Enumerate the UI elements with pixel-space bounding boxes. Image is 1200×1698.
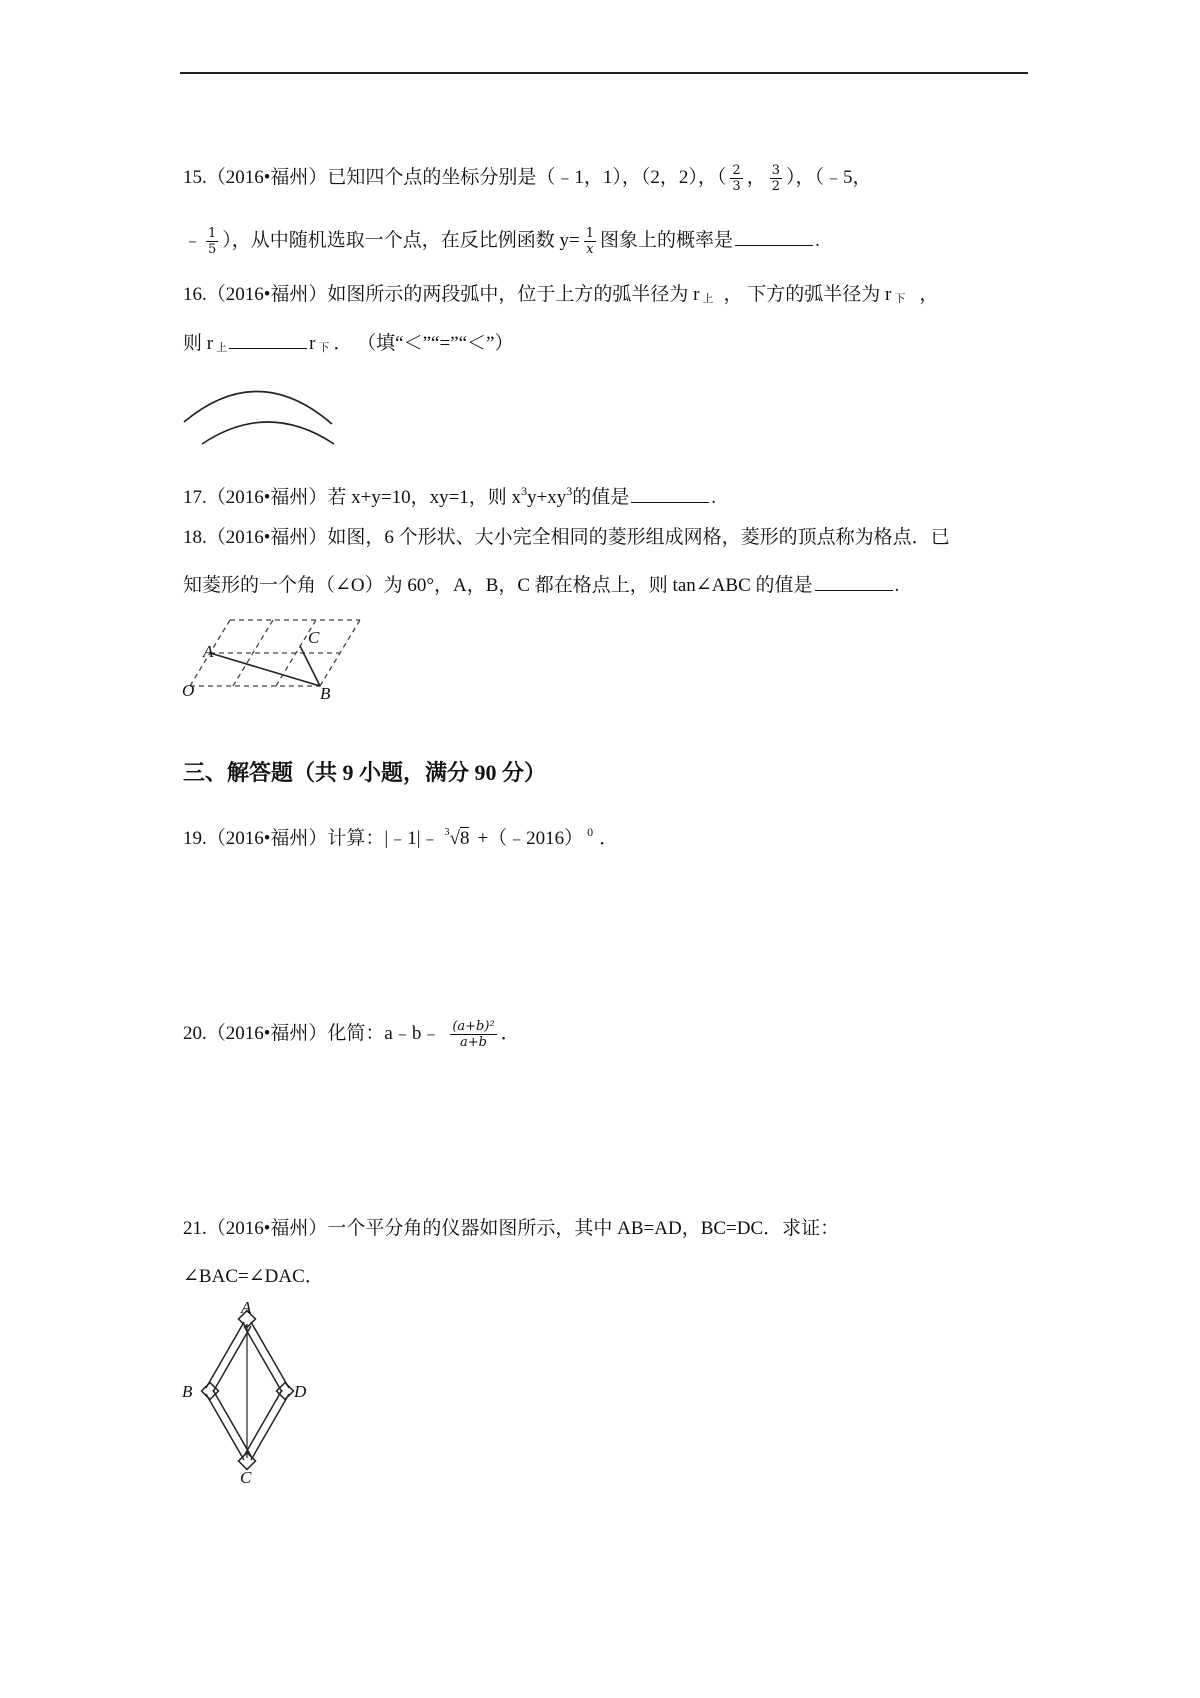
q15-text: ），从中随机选取一个点，在反比例函数 y= <box>222 229 580 251</box>
fraction: $\frac{1}{x}$ <box>585 226 595 257</box>
q15-line1 <box>183 163 872 194</box>
two-arcs-figure <box>180 378 340 448</box>
comma: ， <box>746 166 766 188</box>
fraction: $\frac{1}{5}$ <box>208 226 217 257</box>
label-o: O <box>182 681 195 700</box>
segment-ab <box>210 653 320 686</box>
q21-line1: 21.（2016•福州）一个平分角的仪器如图所示，其中 AB=AD，BC=DC．求证： <box>183 1218 840 1239</box>
q16-line2: 则 r 上 r 下 ． （填“＜”“=”“＜”） <box>183 333 514 354</box>
q15-text: 图象上的概率是 <box>600 229 734 251</box>
q15-line2: ﹣ $\frac{1}{5}$ ），从中随机选取一个点，在反比例函数 y= $\frac{1}{x}$ 图象上的概率是 . <box>183 226 820 257</box>
upper-arc <box>184 391 332 424</box>
q15-text: 15.（2016•福州）已知四个点的坐标分别是（﹣1，1），（2，2），（ <box>183 166 727 188</box>
label-b: B <box>320 684 331 703</box>
grid-line <box>320 620 360 686</box>
label-c: C <box>308 628 320 647</box>
q18-line2: 知菱形的一个角（∠O）为 60°，A，B，C 都在格点上，则 tan∠ABC 的值是 . <box>183 575 900 596</box>
section-title: 三、解答题（共 9 小题，满分 90 分） <box>183 760 547 785</box>
q19-line: 19.（2016•福州）计算：|﹣1|﹣ 3 √8 +（﹣2016） $^0$ ． <box>183 818 618 853</box>
subscript: 上 <box>702 293 714 305</box>
label-d: D <box>294 1382 307 1401</box>
q20-line: 20.（2016•福州）化简：a﹣b﹣ $\frac{\text{(a+b)²}}{a+b}$ ． <box>183 1019 520 1050</box>
label-a: A <box>241 1298 252 1317</box>
label-b: B <box>182 1382 193 1401</box>
rhombus-grid-figure <box>180 608 380 703</box>
fraction: $\frac{2}{3}$ <box>732 163 741 194</box>
subscript: 下 <box>894 293 906 305</box>
q15-text: ），（﹣5， <box>785 166 872 188</box>
fraction: $\frac{3}{2}$ <box>771 163 780 194</box>
answer-blank <box>229 332 307 349</box>
q18-line1: 18.（2016•福州）如图，6 个形状、大小完全相同的菱形组成网格，菱形的顶点称为格点．已 <box>183 527 950 548</box>
subscript: 下 <box>318 342 330 354</box>
cube-root: 3 √8 <box>444 827 470 849</box>
q17-line: 17.（2016•福州）若 x+y=10，xy=1，则 $x^3y+xy^3$的值是 . <box>183 484 717 508</box>
answer-blank <box>735 229 813 246</box>
superscript: 3 <box>521 484 528 498</box>
angle-bisector-instrument-figure <box>180 1300 330 1485</box>
lower-arc <box>202 422 334 444</box>
segment-bc <box>300 646 320 686</box>
label-a: A <box>203 642 214 661</box>
fraction: $\frac{\text{(a+b)²}}{a+b}$ <box>452 1019 495 1050</box>
answer-blank <box>815 574 893 591</box>
superscript: 0 <box>587 825 594 839</box>
superscript: 3 <box>566 484 573 498</box>
answer-blank <box>631 486 709 503</box>
header-rule <box>180 72 1028 74</box>
subscript: 上 <box>216 342 228 354</box>
q21-line2: ∠BAC=∠DAC． <box>183 1266 324 1287</box>
q16-line1: 16.（2016•福州）如图所示的两段弧中，位于上方的弧半径为 r 上 ， 下方的弧半径为 r 下 ， <box>183 284 939 305</box>
q15-text: ﹣ <box>183 229 203 251</box>
label-c: C <box>240 1468 252 1487</box>
